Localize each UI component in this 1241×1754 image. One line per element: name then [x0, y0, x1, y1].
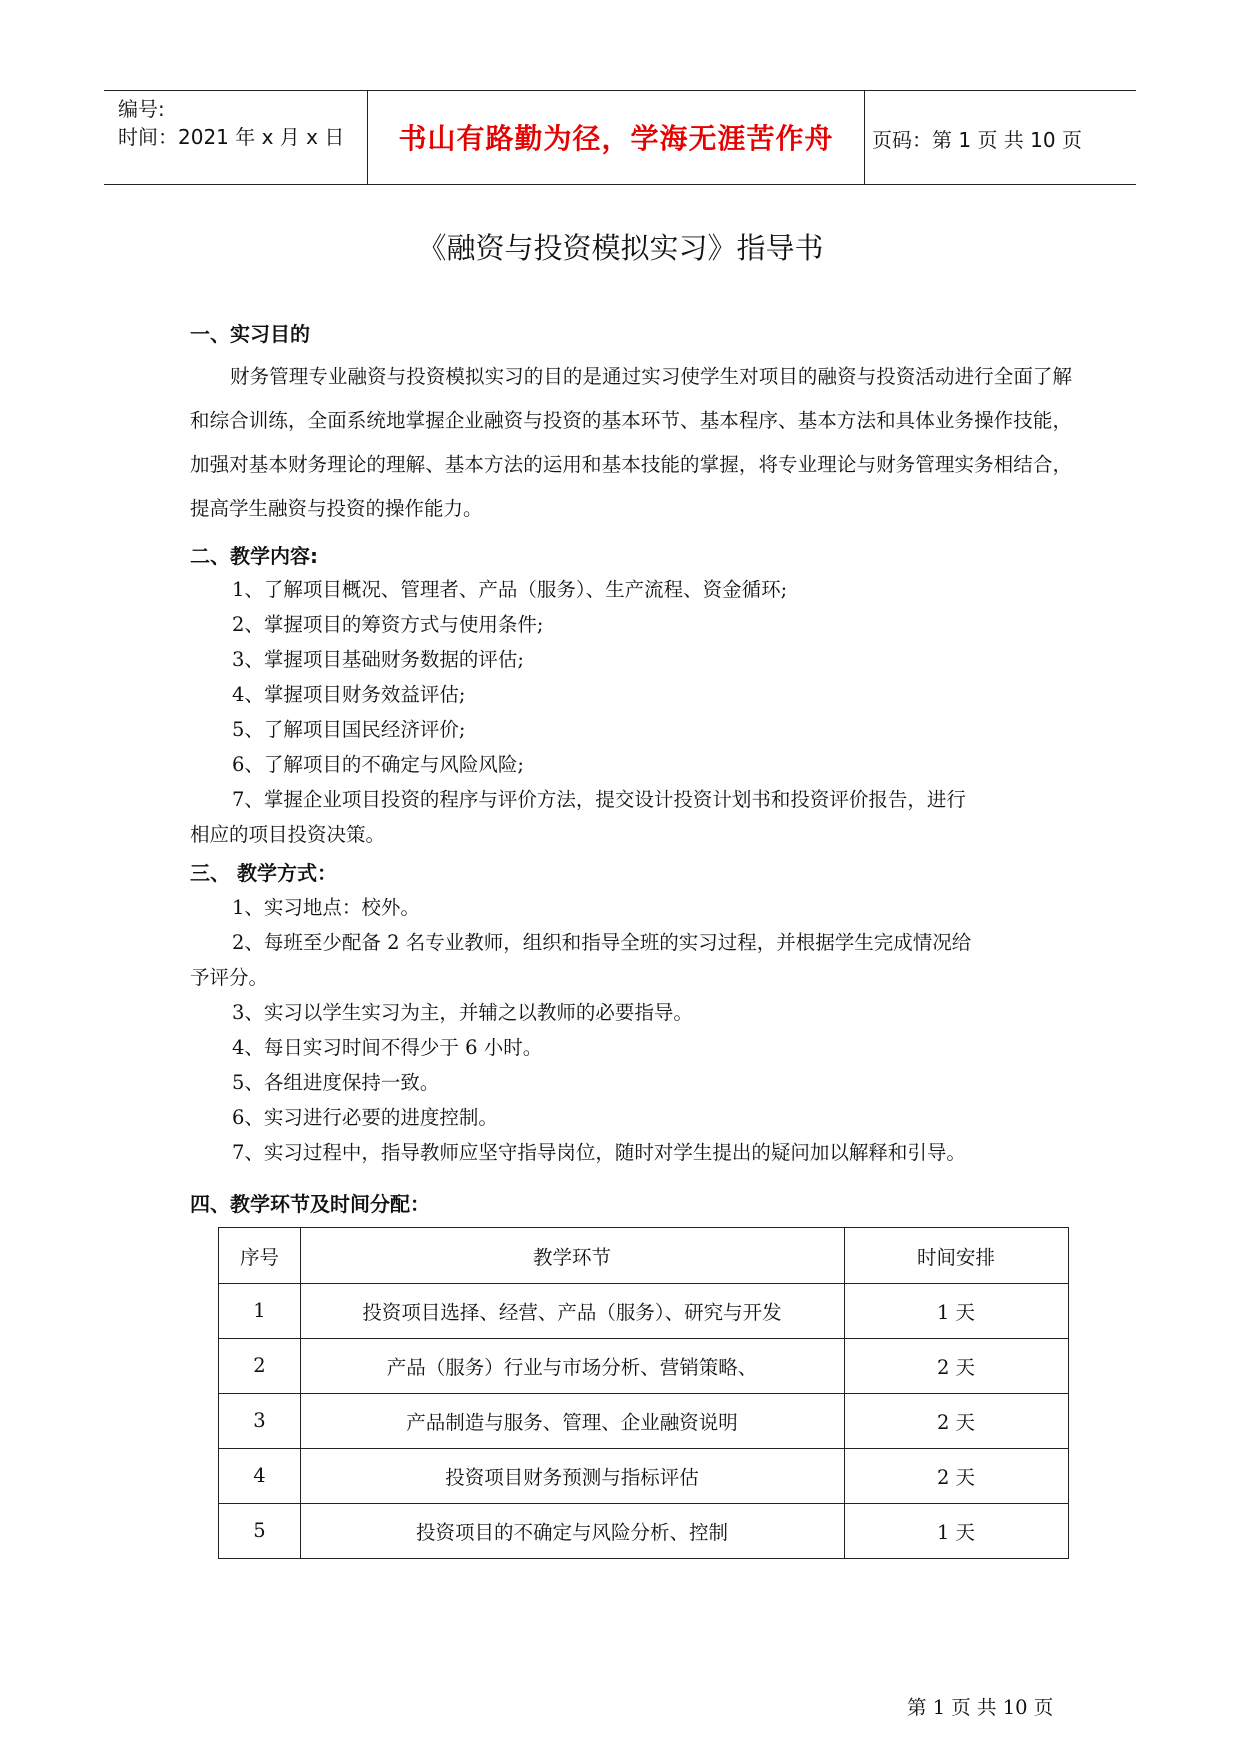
header-page-info: 页码：第 1 页 共 10 页: [872, 128, 1082, 152]
method-item: 5、各组进度保持一致。: [232, 1071, 440, 1094]
table-header-cell: 序号: [219, 1228, 301, 1283]
content-item: 7、掌握企业项目投资的程序与评价方法，提交设计投资计划书和投资评价报告，进行: [232, 788, 966, 811]
table-cell-index: 4: [219, 1448, 301, 1503]
table-row: [219, 1503, 1068, 1558]
table-cell-stage: 产品（服务）行业与市场分析、营销策略、: [300, 1338, 845, 1393]
section-heading-purpose: 一、实习目的: [190, 322, 310, 346]
table-cell-stage: 投资项目的不确定与风险分析、控制: [300, 1503, 845, 1558]
document-time-label: 时间：2021 年 x 月 x 日: [118, 125, 345, 149]
table-cell-duration: 2 天: [936, 1410, 976, 1434]
table-cell-index: 2: [219, 1338, 301, 1393]
table-row: [219, 1393, 1068, 1449]
content-item: 1、了解项目概况、管理者、产品（服务）、生产流程、资金循环;: [232, 578, 788, 601]
content-item: 6、了解项目的不确定与风险风险;: [232, 753, 524, 776]
content-item: 4、掌握项目财务效益评估;: [232, 683, 466, 706]
method-item: 7、实习过程中，指导教师应坚守指导岗位，随时对学生提出的疑问加以解释和引导。: [232, 1141, 966, 1164]
section-heading-content: 二、教学内容:: [190, 544, 318, 568]
page-header: [104, 90, 1136, 185]
table-cell-stage: 产品制造与服务、管理、企业融资说明: [300, 1393, 845, 1448]
table-cell-stage: 投资项目财务预测与指标评估: [300, 1448, 845, 1503]
header-divider: [864, 91, 865, 184]
method-item: 3、实习以学生实习为主，并辅之以教师的必要指导。: [232, 1001, 693, 1024]
content-item: 5、了解项目国民经济评价;: [232, 718, 466, 741]
table-cell-stage: 投资项目选择、经营、产品（服务）、研究与开发: [300, 1283, 845, 1338]
header-motto: 书山有路勤为径，学海无涯苦作舟: [398, 122, 834, 155]
content-item: 2、掌握项目的筹资方式与使用条件;: [232, 613, 544, 636]
content-item-continuation: 相应的项目投资决策。: [190, 823, 386, 846]
method-item-continuation: 予评分。: [190, 966, 269, 989]
table-cell-duration: 2 天: [936, 1355, 976, 1379]
table-header-row: [219, 1228, 1068, 1284]
page-footer: 第 1 页 共 10 页: [907, 1696, 1054, 1719]
table-header-cell: 教学环节: [300, 1228, 845, 1283]
table-cell-duration: 1 天: [936, 1520, 976, 1544]
table-header-cell: 时间安排: [916, 1245, 995, 1269]
document-number-label: 编号:: [118, 97, 165, 121]
table-cell-duration: 1 天: [936, 1300, 976, 1324]
table-cell-index: 3: [219, 1393, 301, 1448]
table-cell-index: 5: [219, 1503, 301, 1558]
schedule-table: [218, 1227, 1069, 1559]
method-item: 2、每班至少配备 2 名专业教师，组织和指导全班的实习过程，并根据学生完成情况给: [232, 931, 972, 954]
table-row: [219, 1283, 1068, 1339]
purpose-paragraph: 财务管理专业融资与投资模拟实习的目的是通过实习使学生对项目的融资与投资活动进行全面了解和综合训练，全面系统地掌握企业融资与投资的基本环节、基本程序、基本方法和具体业务操作技能，加强对基本财务理论的理解、基本方法的运用和基本技能的掌握，将专业理论与财务管理实务相结合，提高学生融资与投资的操作能力。: [190, 365, 1072, 520]
document-title: 《融资与投资模拟实习》指导书: [417, 231, 824, 265]
header-divider: [367, 91, 368, 184]
table-cell-duration: 2 天: [936, 1465, 976, 1489]
method-item: 4、每日实习时间不得少于 6 小时。: [232, 1036, 543, 1059]
method-item: 1、实习地点：校外。: [232, 896, 420, 919]
table-row: [219, 1448, 1068, 1504]
table-row: [219, 1338, 1068, 1394]
section-heading-method: 三、 教学方式：: [190, 861, 337, 885]
table-cell-index: 1: [219, 1283, 301, 1338]
section-heading-schedule: 四、教学环节及时间分配：: [190, 1192, 430, 1216]
method-item: 6、实习进行必要的进度控制。: [232, 1106, 498, 1129]
content-item: 3、掌握项目基础财务数据的评估;: [232, 648, 524, 671]
